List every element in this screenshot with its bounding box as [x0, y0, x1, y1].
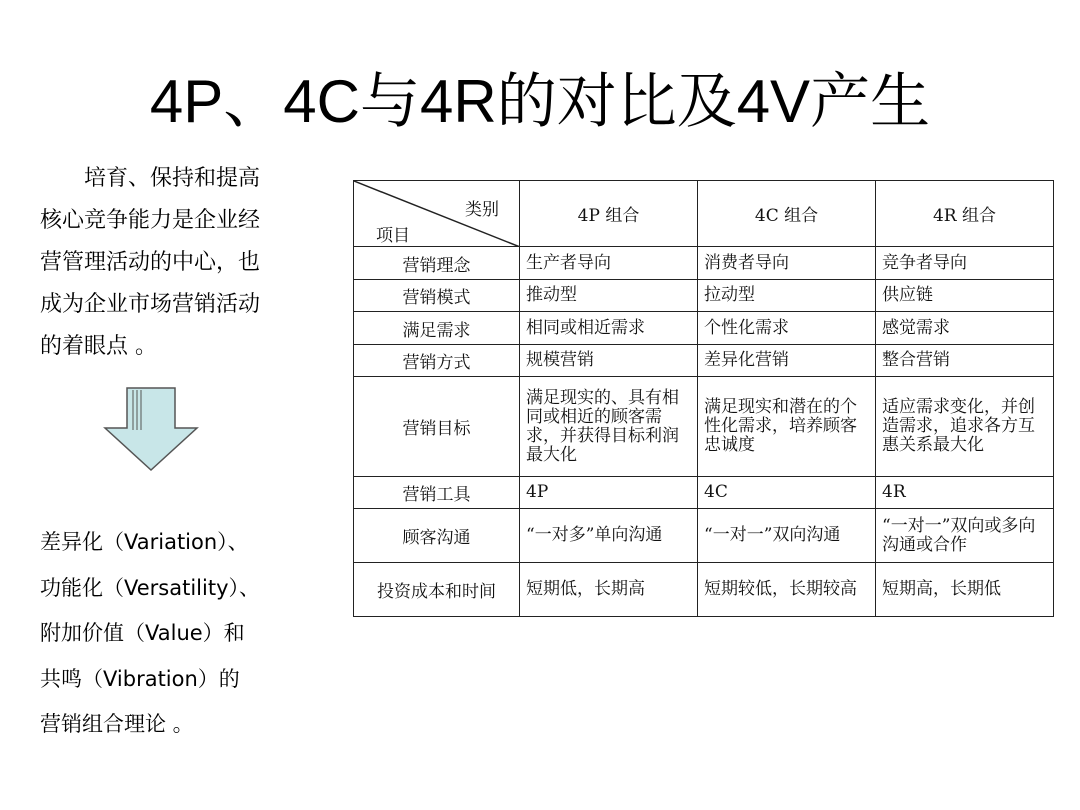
table-cell: 适应需求变化，并创造需求，追求各方互惠关系最大化: [876, 377, 1054, 477]
row-label: 营销模式: [354, 280, 520, 312]
table-cell: 感觉需求: [876, 312, 1054, 345]
table-header-row: [354, 181, 1054, 247]
table-cell: 竞争者导向: [876, 247, 1054, 280]
intro-line: 的着眼点 。: [40, 334, 157, 359]
intro-line: 培育、保持和提高: [84, 166, 261, 191]
column-header: 4P 组合: [520, 181, 698, 247]
intro-line: 营管理活动的中心，也: [40, 250, 261, 275]
conclusion-paragraph: [40, 520, 340, 748]
table-cell: 规模营销: [520, 345, 698, 377]
table-row: [354, 247, 1054, 280]
conclusion-line: 功能化（Versatility）、: [40, 575, 260, 600]
page-title: 4P、4C与4R的对比及4V产生: [149, 68, 931, 135]
table-cell: 消费者导向: [698, 247, 876, 280]
table-cell: “一对一”双向或多向沟通或合作: [876, 509, 1054, 563]
table-cell: “一对一”双向沟通: [698, 509, 876, 563]
row-label: 营销目标: [354, 377, 520, 477]
row-label: 投资成本和时间: [354, 563, 520, 617]
table-cell: “一对多”单向沟通: [520, 509, 698, 563]
table-cell: 短期较低，长期较高: [698, 563, 876, 617]
column-header: 4R 组合: [876, 181, 1054, 247]
table-cell: 拉动型: [698, 280, 876, 312]
row-label: 满足需求: [354, 312, 520, 345]
table-row: [354, 509, 1054, 563]
intro-line: 核心竞争能力是企业经: [40, 208, 261, 233]
table-cell: 4C: [698, 477, 876, 509]
comparison-table: [353, 180, 1054, 617]
table-cell: 短期低，长期高: [520, 563, 698, 617]
intro-paragraph: [40, 158, 320, 368]
table-cell: 个性化需求: [698, 312, 876, 345]
table-row: [354, 377, 1054, 477]
table-cell: 满足现实和潜在的个性化需求，培养顾客忠诚度: [698, 377, 876, 477]
down-arrow-icon: [103, 386, 199, 472]
row-label: 营销工具: [354, 477, 520, 509]
table-row: [354, 345, 1054, 377]
column-header: 4C 组合: [698, 181, 876, 247]
table-cell: 差异化营销: [698, 345, 876, 377]
table-cell: 生产者导向: [520, 247, 698, 280]
table-row: [354, 477, 1054, 509]
intro-line: 成为企业市场营销活动: [40, 292, 261, 317]
corner-header-cell: [354, 181, 520, 247]
table-row: [354, 280, 1054, 312]
table-cell: 4P: [520, 477, 698, 509]
table-cell: 推动型: [520, 280, 698, 312]
table-cell: 供应链: [876, 280, 1054, 312]
table-cell: 4R: [876, 477, 1054, 509]
table-cell: 满足现实的、具有相同或相近的顾客需求，并获得目标利润最大化: [520, 377, 698, 477]
table-cell: 整合营销: [876, 345, 1054, 377]
conclusion-line: 附加价值（Value）和: [40, 621, 245, 645]
corner-item-label: 项目: [376, 226, 410, 246]
conclusion-line: 差异化（Variation）、: [40, 530, 249, 554]
conclusion-line: 共鸣（Vibration）的: [40, 666, 240, 691]
row-label: 营销理念: [354, 247, 520, 280]
table-row: [354, 312, 1054, 345]
conclusion-line: 营销组合理论 。: [40, 712, 194, 736]
corner-category-label: 类别: [465, 200, 499, 220]
table-cell: 短期高，长期低: [876, 563, 1054, 617]
table-cell: 相同或相近需求: [520, 312, 698, 345]
row-label: 营销方式: [354, 345, 520, 377]
table-row: [354, 563, 1054, 617]
row-label: 顾客沟通: [354, 509, 520, 563]
